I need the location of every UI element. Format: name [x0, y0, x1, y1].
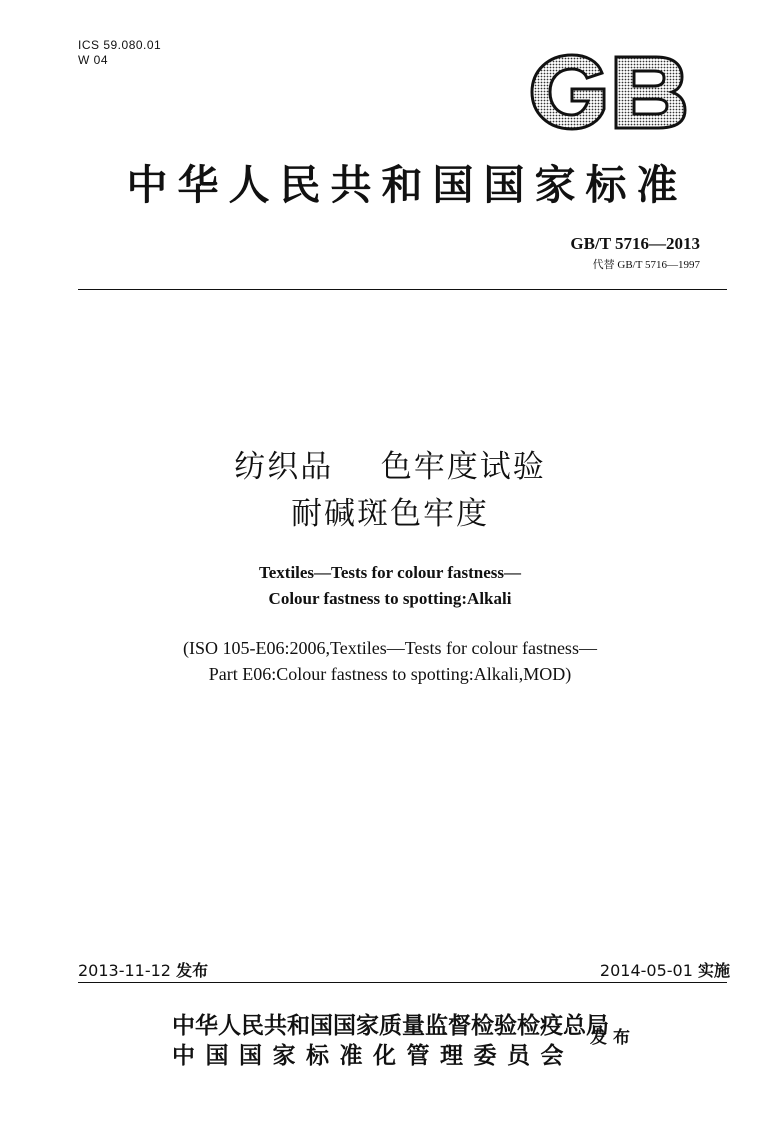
replaced-standard: 代替 GB/T 5716—1997: [592, 259, 700, 271]
document-title-cn-line1: 纺织品 色牢度试验: [234, 449, 546, 485]
issue-date: [78, 958, 208, 981]
classification-code: W 04: [78, 53, 109, 67]
implement-date-value: 2014-05-01: [599, 961, 693, 980]
issuer-sac: 中国国家标准化管理委员会: [172, 1042, 574, 1069]
gb-logo: [528, 51, 688, 133]
implement-label: 实施: [697, 961, 730, 980]
implementation-date: [600, 958, 730, 981]
issue-label: 发布: [176, 961, 209, 980]
top-divider: [78, 289, 727, 290]
issue-date-value: 2013-11-12: [78, 961, 171, 980]
issuer-aqsiq: 中华人民共和国国家质量监督检验检疫总局: [172, 1012, 609, 1039]
document-title-cn-line2: 耐碱斑色牢度: [291, 496, 489, 532]
iso-reference-line2: Part E06:Colour fastness to spotting:Alkali,MOD): [208, 664, 572, 684]
national-standard-title: 中华人民共和国国家标准: [126, 161, 688, 209]
standard-number: GB/T 5716—2013: [570, 234, 700, 253]
document-title-en-line2: Colour fastness to spotting:Alkali: [268, 589, 512, 608]
ics-code: ICS 59.080.01: [78, 38, 162, 52]
document-title-en-line1: Textiles—Tests for colour fastness—: [258, 563, 522, 582]
bottom-divider: [78, 982, 727, 983]
iso-reference-line1: (ISO 105-E06:2006,Textiles—Tests for colour fastness—: [183, 638, 597, 658]
publish-label: 发布: [590, 1028, 636, 1048]
